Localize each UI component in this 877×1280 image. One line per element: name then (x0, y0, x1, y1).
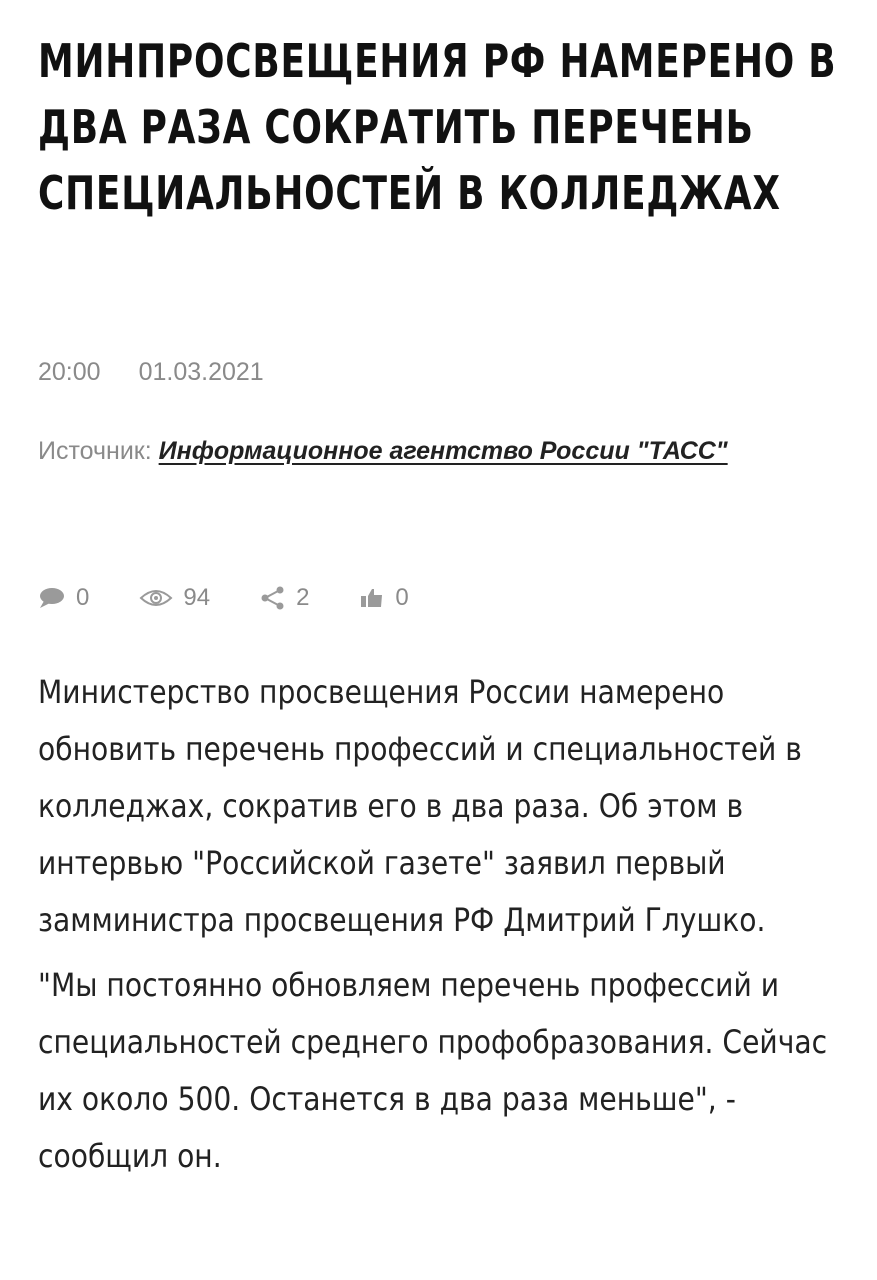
likes-stat[interactable] (359, 584, 408, 612)
views-stat (139, 584, 210, 612)
article-paragraph: Министерство просвещения России намерено обновить перечень профессий и специальностей в колледжах, сократив его в два раза. Об этом в интервью "Российской газете" заявил первый замминистра просвещения РФ Дмитрий Глушко. (38, 673, 802, 939)
article-time: 20:00 (38, 358, 101, 386)
shares-stat[interactable] (260, 584, 309, 612)
shares-count: 2 (296, 584, 310, 611)
article-stats (38, 583, 459, 613)
source-link[interactable]: Информационное агентство России "ТАСС" (158, 437, 728, 465)
article-datetime (38, 358, 264, 387)
likes-count: 0 (395, 584, 409, 611)
comments-count: 0 (76, 584, 90, 611)
source-label: Источник: (38, 437, 152, 465)
views-count: 94 (183, 584, 211, 611)
article-headline: МИНПРОСВЕЩЕНИЯ РФ НАМЕРЕНО В ДВА РАЗА СОКРАТИТЬ ПЕРЕЧЕНЬ СПЕЦИАЛЬНОСТЕЙ В КОЛЛЕДЖАХ (38, 34, 837, 220)
share-icon (260, 586, 286, 610)
article-date: 01.03.2021 (138, 358, 264, 386)
article-source (38, 428, 798, 475)
eye-icon (139, 587, 173, 609)
comment-icon (38, 587, 66, 609)
article-paragraph: "Мы постоянно обновляем перечень профессий и специальностей среднего профобразования. Сейчас их около 500. Останется в два раза меньше", - сообщил он. (38, 966, 828, 1175)
comments-stat[interactable] (38, 584, 89, 612)
thumbs-up-icon (359, 587, 385, 609)
article-body (38, 664, 848, 1193)
